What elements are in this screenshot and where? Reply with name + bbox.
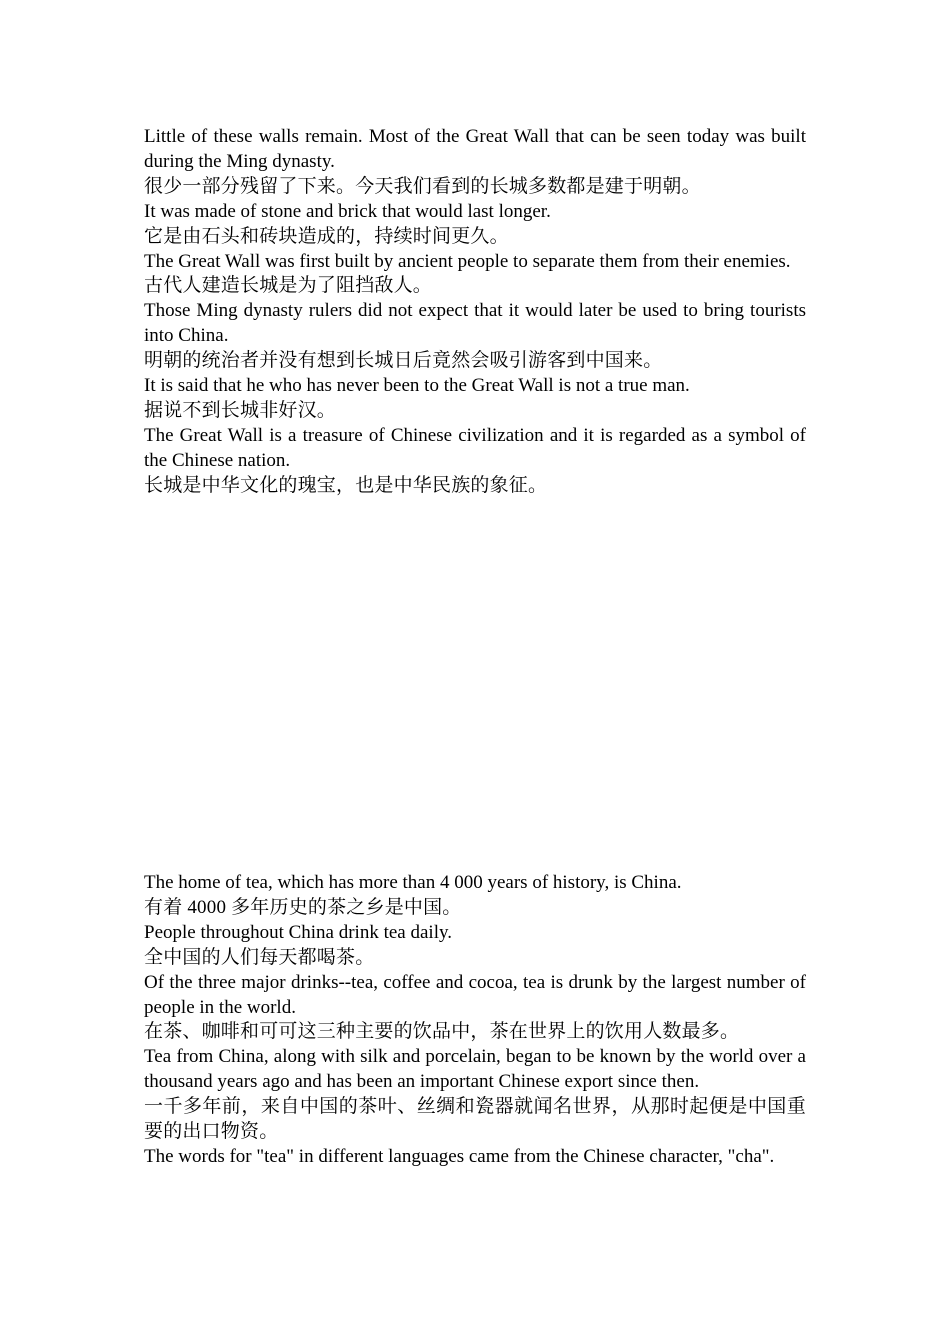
paragraph-en: Tea from China, along with silk and porcelain, began to be known by the world over a thousand years ago and has been an important Chinese export since then. bbox=[144, 1046, 806, 1093]
great-wall-section bbox=[144, 125, 806, 499]
paragraph-zh: 有着 4000 多年历史的茶之乡是中国。 bbox=[144, 896, 462, 918]
paragraph-en: It is said that he who has never been to the Great Wall is not a true man. bbox=[144, 375, 690, 397]
paragraph-en: Of the three major drinks--tea, coffee and cocoa, tea is drunk by the largest number of people in the world. bbox=[144, 971, 806, 1018]
paragraph-zh: 它是由石头和砖块造成的，持续时间更久。 bbox=[144, 225, 509, 247]
paragraph-en: The Great Wall is a treasure of Chinese civilization and it is regarded as a symbol of the Chinese nation. bbox=[144, 424, 806, 471]
paragraph-en: The home of tea, which has more than 4 000 years of history, is China. bbox=[144, 872, 682, 893]
paragraph-en: The words for "tea" in different languages came from the Chinese character, "cha". bbox=[144, 1145, 775, 1167]
paragraph-zh: 古代人建造长城是为了阻挡敌人。 bbox=[144, 275, 433, 297]
paragraph-en: Little of these walls remain. Most of the Great Wall that can be seen today was built during the Ming dynasty. bbox=[144, 126, 806, 172]
paragraph-en: It was made of stone and brick that would last longer. bbox=[144, 200, 551, 222]
tea-section bbox=[144, 871, 806, 1170]
paragraph-zh: 据说不到长城非好汉。 bbox=[144, 399, 337, 421]
paragraph-zh: 很少一部分残留了下来。今天我们看到的长城多数都是建于明朝。 bbox=[144, 175, 701, 197]
paragraph-zh: 在茶、咖啡和可可这三种主要的饮品中，茶在世界上的饮用人数最多。 bbox=[144, 1021, 740, 1043]
paragraph-en: Those Ming dynasty rulers did not expect that it would later be used to bring tourists into China. bbox=[144, 300, 806, 347]
paragraph-zh: 一千多年前，来自中国的茶叶、丝绸和瓷器就闻名世界，从那时起便是中国重要的出口物资。 bbox=[144, 1096, 806, 1143]
paragraph-en: People throughout China drink tea daily. bbox=[144, 921, 452, 943]
paragraph-zh: 长城是中华文化的瑰宝，也是中华民族的象征。 bbox=[144, 474, 548, 496]
paragraph-zh: 全中国的人们每天都喝茶。 bbox=[144, 946, 375, 968]
paragraph-zh: 明朝的统治者并没有想到长城日后竟然会吸引游客到中国来。 bbox=[144, 350, 663, 372]
paragraph-en: The Great Wall was first built by ancient people to separate them from their enemies. bbox=[144, 250, 791, 272]
